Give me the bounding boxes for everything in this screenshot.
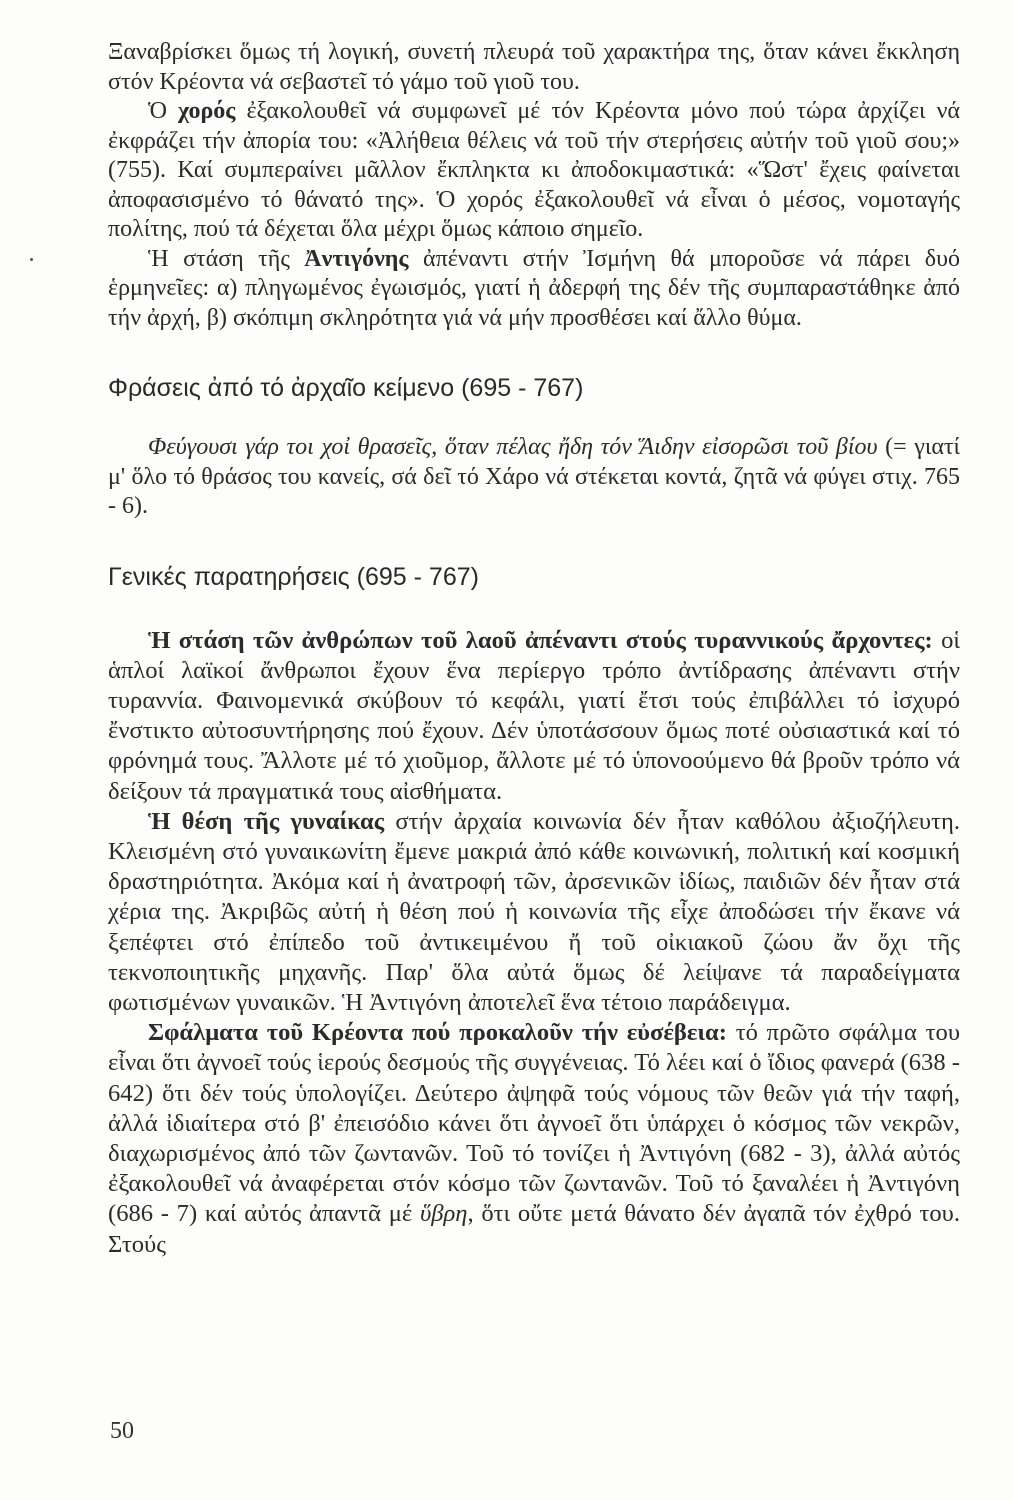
heading-phrases: Φράσεις ἀπό τό ἀρχαῖο κείμενο (695 - 767) xyxy=(108,374,584,402)
paragraph-bold-term: Σφάλματα τοῦ Κρέοντα πού προκαλοῦν τήν εὐσέβεια: xyxy=(148,1019,727,1047)
paragraph-chorus xyxy=(108,97,960,245)
paragraph-text: στήν ἀρχαία κοινωνία δέν ἦταν καθόλου ἀξιοζήλευτη. Κλεισμένη στό γυναικωνίτη ἔμενε μακριά ἀπό κάθε κοινωνική, πολιτική καί κοσμική δραστηριότητα. Ἀκόμα καί ἡ ἀνατροφή τῶν, ἀρσενικῶν ἰδίως, παιδιῶν δέν ἦταν στά χέρια της. Ἀκριβῶς αὐτή ἡ θέση πού ἡ κοινωνία τῆς εἶχε ἀποδώσει τήν ἔκανε νά ξεπέφτει στό ἐπίπεδο τοῦ ἀντικειμένου ἤ τοῦ οἰκιακοῦ ζώου ἄν ὄχι τῆς τεκνοποιητικῆς μηχανῆς. Παρ' ὅλα αὐτά ὅμως δέ λείψανε τά παραδείγματα φωτισμένων γυναικῶν. Ἡ Ἀντιγόνη ἀποτελεῖ ἕνα τέτοιο παράδειγμα. xyxy=(108,807,960,1016)
page-body xyxy=(108,38,960,1260)
paragraph-text: Ξαναβρίσκει ὅμως τή λογική, συνετή πλευρά τοῦ χαρακτήρα της, ὅταν κάνει ἔκκληση στόν Κρέοντα νά σεβαστεῖ τό γάμο τοῦ γιοῦ του. xyxy=(108,39,960,95)
paragraph-text: τό πρῶτο σφάλμα του εἶναι ὅτι ἀγνοεῖ τούς ἱερούς δεσμούς τῆς συγγένειας. Τό λέει καί ὁ ἴδιος φανερά (638 - 642) ὅτι δέν τούς ὑπολογίζει. Δεύτερο ἀψηφᾶ τούς νόμους τῶν θεῶν γιά τήν ταφή, ἀλλά ἰδιαίτερα στό β' ἐπεισόδιο κάνει ὅτι ἀγνοεῖ ὅτι ὑπάρχει ὁ κόσμος τῶν νεκρῶν, διαχωρισμένος ἀπό τῶν ζωντανῶν. Τοῦ τό τονίζει ἡ Ἀντιγόνη (682 - 3), ἀλλά αὐτός ἐξακολουθεῖ νά ἀναφέρεται στόν κόσμο τῶν ζωντανῶν. Τοῦ τό ξαναλέει ἡ Ἀντιγόνη (686 - 7) καί αὐτός ἀπαντᾶ μέ xyxy=(108,1019,960,1228)
paragraph-eurydice xyxy=(108,38,960,97)
paragraph-bold-term: χορός xyxy=(178,98,236,124)
paragraph-bold-term: Ἀντιγόνης xyxy=(304,245,409,272)
margin-speck xyxy=(30,258,33,261)
paragraph-text-end: , ὅτι οὔτε μετά θάνατο δέν ἀγαπᾶ τόν ἐχθρό του. Στούς xyxy=(108,1200,960,1258)
paragraph-creon-errors xyxy=(108,1018,960,1260)
page-number: 50 xyxy=(110,1418,134,1444)
paragraph-italic-term: ὕβρη xyxy=(419,1200,468,1228)
paragraph-text: ἀπέναντι στήν Ἰσμήνη θά μποροῦσε νά πάρει δυό ἑρμηνεῖες: α) πληγωμένος ἐγωισμός, γιατί ἡ ἀδερφή της δέν τῆς συμπαραστάθηκε ἀπό τήν ἀρχή, β) σκόπιμη σκληρότητα γιά νά μήν προσθέσει καί ἄλλο θύμα. xyxy=(108,245,960,331)
general-remarks xyxy=(108,626,960,1260)
paragraph-lead: Ὁ xyxy=(148,98,179,124)
paragraph-antigone xyxy=(108,245,960,334)
paragraph-bold-term: Ἡ θέση τῆς γυναίκας xyxy=(148,807,385,835)
paragraph-lead: Ἡ στάση τῆς xyxy=(148,245,305,272)
heading-general-remarks: Γενικές παρατηρήσεις (695 - 767) xyxy=(108,562,479,591)
paragraph-bold-term: Ἡ στάση τῶν ἀνθρώπων τοῦ λαοῦ ἀπέναντι στούς τυραννικούς ἄρχοντες: xyxy=(148,626,933,654)
paragraph-text: οἱ ἁπλοί λαϊκοί ἄνθρωποι ἔχουν ἕνα περίεργο τρόπο ἀντίδρασης ἀπέναντι στήν τυραννία. Φαινομενικά σκύβουν τό κεφάλι, γιατί ἔτσι τούς ἐπιβάλλει τό ἰσχυρό ἔνστικτο αὐτοσυντήρησης πού ἔχουν. Δέν ὑποτάσσουν ὅμως ποτέ οὐσιαστικά καί τό φρόνημά τους. Ἄλλοτε μέ τό χιοῦμορ, ἄλλοτε μέ τό ὑπονοούμενο θά βροῦν τρόπο νά δείξουν τά πραγματικά τους αἰσθήματα. xyxy=(108,626,960,805)
paragraph-text: ἐξακολουθεῖ νά συμφωνεῖ μέ τόν Κρέοντα μόνο πού τώρα ἀρχίζει νά ἐκφράζει τήν ἀπορία του: «Ἀλήθεια θέλεις νά τοῦ τήν στερήσεις αὐτήν τοῦ γιοῦ σου;» (755). Καί συμπεραίνει μᾶλλον ἔκπληκτα κι ἀποδοκιμαστικά: «Ὥστ' ἔχεις φαίνεται ἀποφασισμένο τό θάνατό της». Ὁ χορός ἐξακολουθεῖ νά εἶναι ὁ μέσος, νομοταγής πολίτης, πού τά δέχεται ὅλα μέχρι ὅμως κάποιο σημεῖο. xyxy=(108,98,960,242)
quote-ancient-text: Φεύγουσι γάρ τοι χοἰ θρασεῖς, ὅταν πέλας ἤδη τόν Ἅιδην εἰσορῶσι τοῦ βίου xyxy=(148,434,878,460)
paragraph-woman-position xyxy=(108,807,960,1018)
quote-paragraph xyxy=(108,433,960,522)
paragraph-people-stance xyxy=(108,626,960,807)
quote-translation: (= γιατί μ' ὅλο τό θράσος του κανείς, σά δεῖ τό Χάρο νά στέκεται κοντά, ζητᾶ νά φύγει στιχ. 765 - 6). xyxy=(108,434,961,519)
